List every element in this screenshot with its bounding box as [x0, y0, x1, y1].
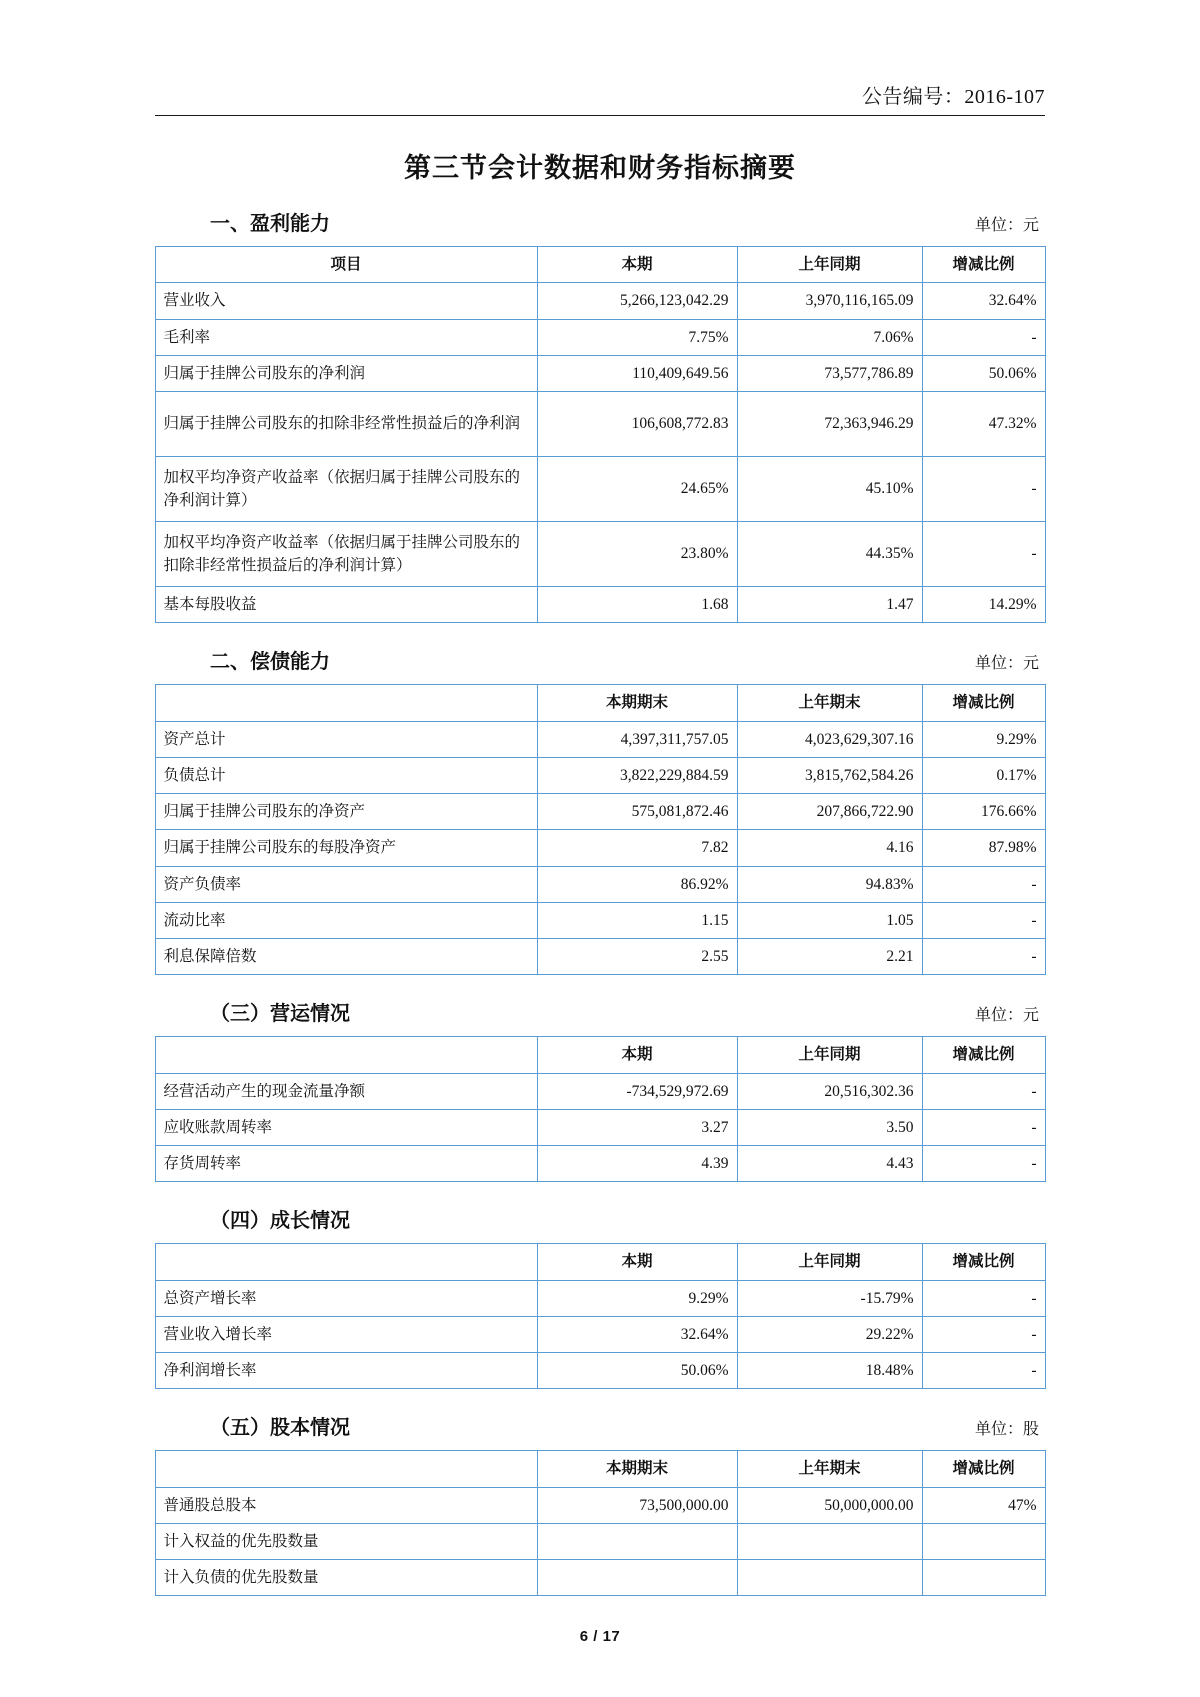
table-row	[155, 392, 1045, 457]
table-header-row	[155, 247, 1045, 283]
section-header-growth	[155, 1204, 1045, 1233]
table-row	[155, 1487, 1045, 1523]
row-value: -	[922, 1353, 1045, 1389]
row-value: 0.17%	[922, 757, 1045, 793]
table-row	[155, 939, 1045, 975]
row-value: 45.10%	[737, 457, 922, 522]
header-divider	[155, 115, 1045, 116]
table-header-row	[155, 1451, 1045, 1487]
row-label: 计入负债的优先股数量	[155, 1560, 537, 1596]
row-value: 2.55	[537, 939, 737, 975]
row-value: 20,516,302.36	[737, 1073, 922, 1109]
row-value: 50.06%	[537, 1353, 737, 1389]
table-row	[155, 1146, 1045, 1182]
row-value: 24.65%	[537, 457, 737, 522]
row-value: 9.29%	[922, 721, 1045, 757]
row-value: 3,822,229,884.59	[537, 757, 737, 793]
table-row	[155, 1316, 1045, 1352]
row-label: 归属于挂牌公司股东的每股净资产	[155, 830, 537, 866]
section-title: （三）营运情况	[210, 1003, 350, 1026]
row-value: 3,970,116,165.09	[737, 283, 922, 319]
row-value: 4,397,311,757.05	[537, 721, 737, 757]
table-row	[155, 721, 1045, 757]
column-header	[155, 1451, 537, 1487]
row-label: 营业收入增长率	[155, 1316, 537, 1352]
column-header: 增减比例	[922, 1451, 1045, 1487]
row-value: 47%	[922, 1487, 1045, 1523]
section-header-profitability	[155, 207, 1045, 236]
row-value: -	[922, 1146, 1045, 1182]
section-unit: 单位：元	[974, 1007, 1039, 1025]
row-value: 29.22%	[737, 1316, 922, 1352]
column-header: 上年同期	[737, 247, 922, 283]
row-label: 流动比率	[155, 902, 537, 938]
column-header: 本期	[537, 247, 737, 283]
table-growth	[155, 1243, 1046, 1389]
row-value	[737, 1523, 922, 1559]
row-label: 净利润增长率	[155, 1353, 537, 1389]
row-value: 4.16	[737, 830, 922, 866]
table-row	[155, 522, 1045, 587]
row-value: 4.39	[537, 1146, 737, 1182]
column-header	[155, 1037, 537, 1073]
row-value: -	[922, 939, 1045, 975]
row-value: -	[922, 1316, 1045, 1352]
row-value	[537, 1560, 737, 1596]
table-share-capital	[155, 1450, 1046, 1596]
row-value: 575,081,872.46	[537, 794, 737, 830]
row-label: 应收账款周转率	[155, 1109, 537, 1145]
column-header: 本期	[537, 1244, 737, 1280]
table-row	[155, 757, 1045, 793]
row-value: 4.43	[737, 1146, 922, 1182]
row-value: 1.05	[737, 902, 922, 938]
row-value: -15.79%	[737, 1280, 922, 1316]
row-value: 73,577,786.89	[737, 355, 922, 391]
row-value	[922, 1523, 1045, 1559]
row-value	[537, 1523, 737, 1559]
row-value	[737, 1560, 922, 1596]
row-label: 资产总计	[155, 721, 537, 757]
row-value: 1.47	[737, 587, 922, 623]
column-header: 增减比例	[922, 1244, 1045, 1280]
row-value: 94.83%	[737, 866, 922, 902]
row-value: 23.80%	[537, 522, 737, 587]
row-value: 44.35%	[737, 522, 922, 587]
row-value: 86.92%	[537, 866, 737, 902]
row-value: 106,608,772.83	[537, 392, 737, 457]
table-row	[155, 1523, 1045, 1559]
table-header-row	[155, 1244, 1045, 1280]
row-label: 存货周转率	[155, 1146, 537, 1182]
row-value: 1.15	[537, 902, 737, 938]
row-value: -	[922, 522, 1045, 587]
row-value: 87.98%	[922, 830, 1045, 866]
column-header: 上年同期	[737, 1037, 922, 1073]
row-label: 毛利率	[155, 319, 537, 355]
row-label: 归属于挂牌公司股东的净资产	[155, 794, 537, 830]
table-operations	[155, 1036, 1046, 1182]
section-header-solvency	[155, 645, 1045, 674]
page-footer	[0, 1628, 1200, 1645]
table-row	[155, 1109, 1045, 1145]
table-row	[155, 902, 1045, 938]
row-label: 归属于挂牌公司股东的净利润	[155, 355, 537, 391]
row-value: 14.29%	[922, 587, 1045, 623]
column-header: 本期	[537, 1037, 737, 1073]
row-label: 负债总计	[155, 757, 537, 793]
table-row	[155, 830, 1045, 866]
row-label: 资产负债率	[155, 866, 537, 902]
column-header: 增减比例	[922, 1037, 1045, 1073]
row-label: 基本每股收益	[155, 587, 537, 623]
section-title: 一、盈利能力	[210, 213, 330, 235]
row-label: 经营活动产生的现金流量净额	[155, 1073, 537, 1109]
table-row	[155, 1353, 1045, 1389]
row-label: 计入权益的优先股数量	[155, 1523, 537, 1559]
row-label: 营业收入	[155, 283, 537, 319]
row-value: 5,266,123,042.29	[537, 283, 737, 319]
row-value: 73,500,000.00	[537, 1487, 737, 1523]
row-value: 176.66%	[922, 794, 1045, 830]
table-row	[155, 1560, 1045, 1596]
row-value: 50.06%	[922, 355, 1045, 391]
row-value: -	[922, 902, 1045, 938]
row-value: 7.75%	[537, 319, 737, 355]
table-row	[155, 319, 1045, 355]
row-value: 18.48%	[737, 1353, 922, 1389]
section-header-operations	[155, 997, 1045, 1026]
row-value: 2.21	[737, 939, 922, 975]
row-value: 7.06%	[737, 319, 922, 355]
row-value: 50,000,000.00	[737, 1487, 922, 1523]
column-header: 增减比例	[922, 685, 1045, 721]
row-label: 总资产增长率	[155, 1280, 537, 1316]
column-header	[155, 685, 537, 721]
row-value: 3.27	[537, 1109, 737, 1145]
page-number: 6 / 17	[579, 1628, 621, 1645]
row-value: -	[922, 1073, 1045, 1109]
row-value: 1.68	[537, 587, 737, 623]
row-label: 加权平均净资产收益率（依据归属于挂牌公司股东的净利润计算）	[155, 457, 537, 522]
table-row	[155, 866, 1045, 902]
column-header: 上年期末	[737, 1451, 922, 1487]
column-header: 本期期末	[537, 685, 737, 721]
column-header: 上年同期	[737, 1244, 922, 1280]
row-value: 7.82	[537, 830, 737, 866]
table-header-row	[155, 685, 1045, 721]
column-header: 上年期末	[737, 685, 922, 721]
page-header	[155, 0, 1045, 116]
row-value: -	[922, 1280, 1045, 1316]
section-unit: 单位：元	[974, 217, 1039, 234]
row-value	[922, 1560, 1045, 1596]
table-profitability	[155, 246, 1046, 623]
row-value: -	[922, 1109, 1045, 1145]
row-value: 72,363,946.29	[737, 392, 922, 457]
row-value: 3,815,762,584.26	[737, 757, 922, 793]
row-value: 32.64%	[922, 283, 1045, 319]
table-row	[155, 1280, 1045, 1316]
row-value: 9.29%	[537, 1280, 737, 1316]
table-solvency	[155, 684, 1046, 975]
row-value: -	[922, 866, 1045, 902]
row-value: 3.50	[737, 1109, 922, 1145]
row-label: 加权平均净资产收益率（依据归属于挂牌公司股东的扣除非经常性损益后的净利润计算）	[155, 522, 537, 587]
row-value: -	[922, 457, 1045, 522]
section-unit: 单位：股	[974, 1421, 1039, 1439]
announcement-code: 公告编号：2016-107	[861, 86, 1045, 108]
row-value: 110,409,649.56	[537, 355, 737, 391]
section-title: （四）成长情况	[210, 1210, 350, 1233]
section-unit: 单位：元	[974, 655, 1039, 673]
table-row	[155, 587, 1045, 623]
section-header-share-capital	[155, 1411, 1045, 1440]
column-header: 项目	[155, 247, 537, 283]
row-value: 47.32%	[922, 392, 1045, 457]
table-row	[155, 794, 1045, 830]
table-row	[155, 1073, 1045, 1109]
column-header	[155, 1244, 537, 1280]
row-value: 32.64%	[537, 1316, 737, 1352]
section-title: （五）股本情况	[210, 1417, 350, 1440]
row-label: 利息保障倍数	[155, 939, 537, 975]
column-header: 本期期末	[537, 1451, 737, 1487]
table-header-row	[155, 1037, 1045, 1073]
row-value: -	[922, 319, 1045, 355]
row-value: 207,866,722.90	[737, 794, 922, 830]
table-row	[155, 457, 1045, 522]
table-row	[155, 283, 1045, 319]
section-title: 二、偿债能力	[210, 651, 330, 674]
column-header: 增减比例	[922, 247, 1045, 283]
row-label: 普通股总股本	[155, 1487, 537, 1523]
table-row	[155, 355, 1045, 391]
row-value: 4,023,629,307.16	[737, 721, 922, 757]
page-title: 第三节会计数据和财务指标摘要	[404, 153, 796, 183]
row-value: -734,529,972.69	[537, 1073, 737, 1109]
row-label: 归属于挂牌公司股东的扣除非经常性损益后的净利润	[155, 392, 537, 457]
